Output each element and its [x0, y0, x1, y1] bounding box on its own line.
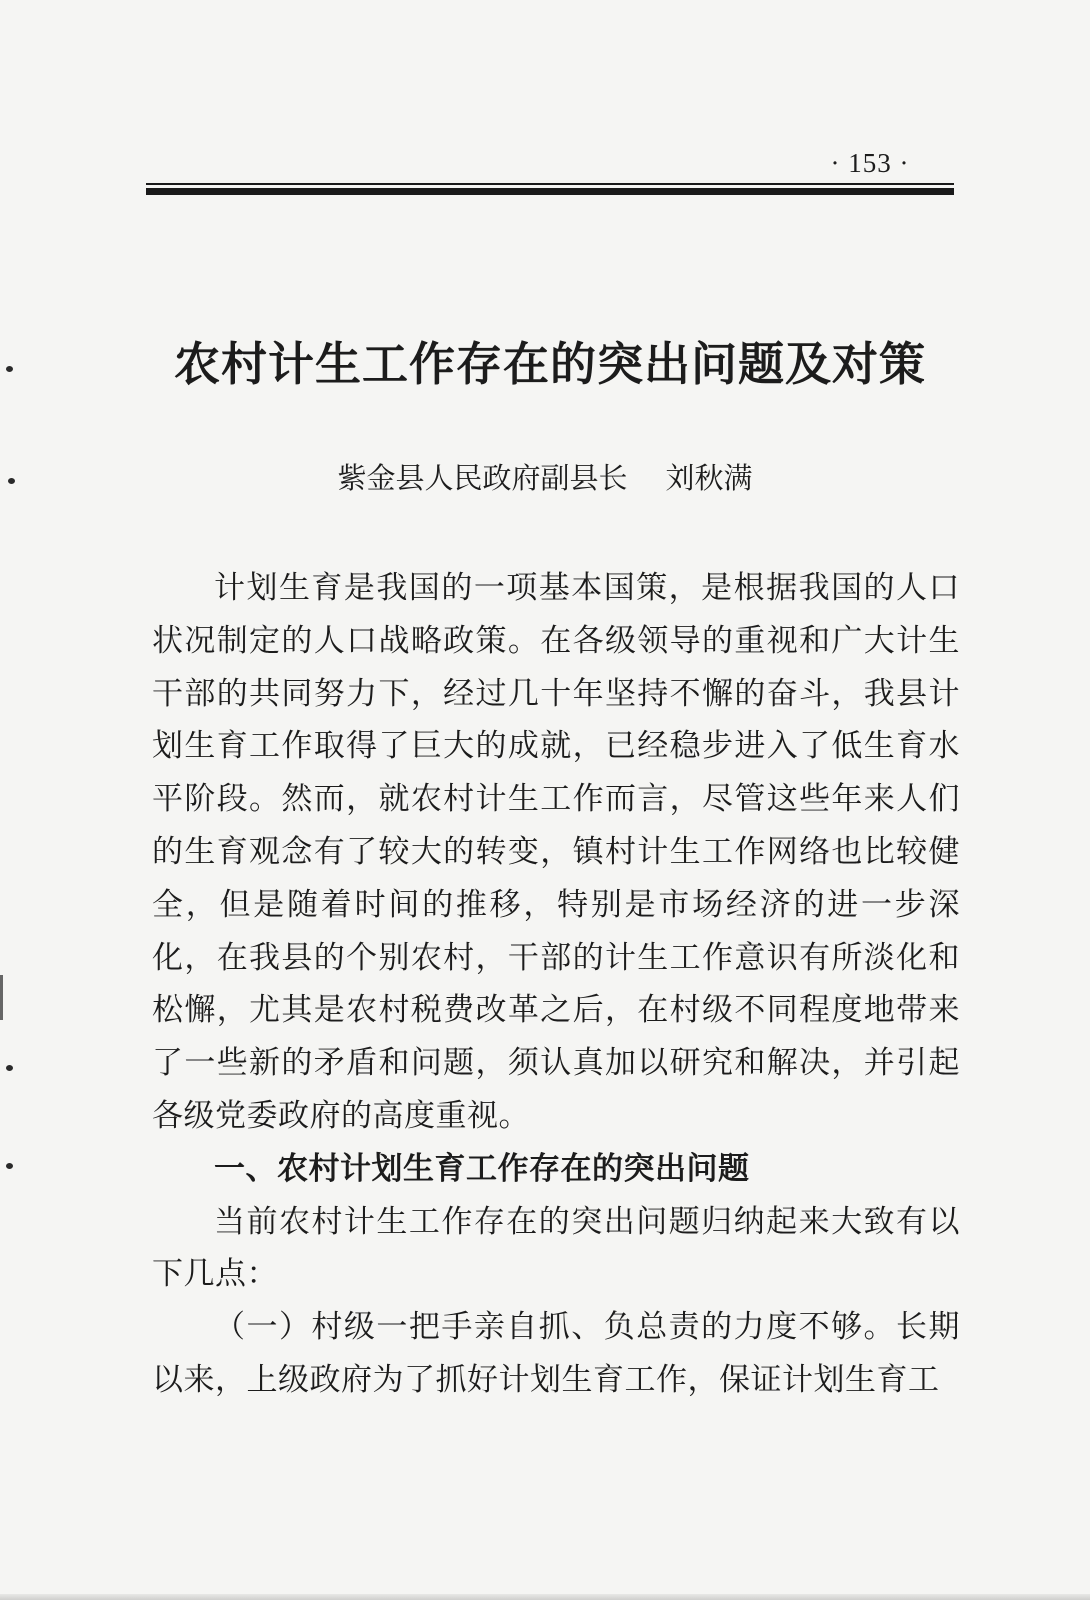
section-heading: 一、农村计划生育工作存在的突出问题 — [214, 1150, 750, 1187]
header-rule-thick — [146, 188, 954, 195]
scan-speck — [8, 478, 15, 484]
page-number: · 153 · — [830, 148, 910, 178]
scan-margin-mark — [0, 975, 3, 1020]
author-name: 刘秋满 — [665, 461, 753, 495]
article-title: 农村计生工作存在的突出问题及对策 — [174, 337, 926, 391]
author-position: 紫金县人民政府副县长 — [337, 461, 628, 495]
header-rule-thin — [146, 183, 954, 185]
article-body — [152, 562, 960, 1407]
section-paragraph: 当前农村计生工作存在的突出问题归纳起来大致有以下几点： — [152, 1203, 960, 1293]
intro-paragraph: 计划生育是我国的一项基本国策，是根据我国的人口状况制定的人口战略政策。在各级领导的重视和广大计生干部的共同努力下，经过几十年坚持不懈的奋斗，我县计划生育工作取得了巨大的成就，已经稳步进入了低生育水平阶段。然而，就农村计生工作而言，尽管这些年来人们的生育观念有了较大的转变，镇村计生工作网络也比较健全，但是随着时间的推移，特别是市场经济的进一步深化，在我县的个别农村，干部的计生工作意识有所淡化和松懈，尤其是农村税费改革之后，在村级不同程度地带来了一些新的矛盾和问题，须认真加以研究和解决，并引起各级党委政府的高度重视。 — [152, 570, 960, 1134]
byline — [150, 456, 940, 497]
scan-speck — [6, 1163, 13, 1169]
section-paragraph: （一）村级一把手亲自抓、负总责的力度不够。长期以来，上级政府为了抓好计划生育工作，保证计划生育工 — [152, 1309, 960, 1398]
scan-speck — [6, 366, 13, 372]
scan-speck — [6, 1065, 13, 1071]
scan-bottom-edge — [0, 1594, 1090, 1600]
